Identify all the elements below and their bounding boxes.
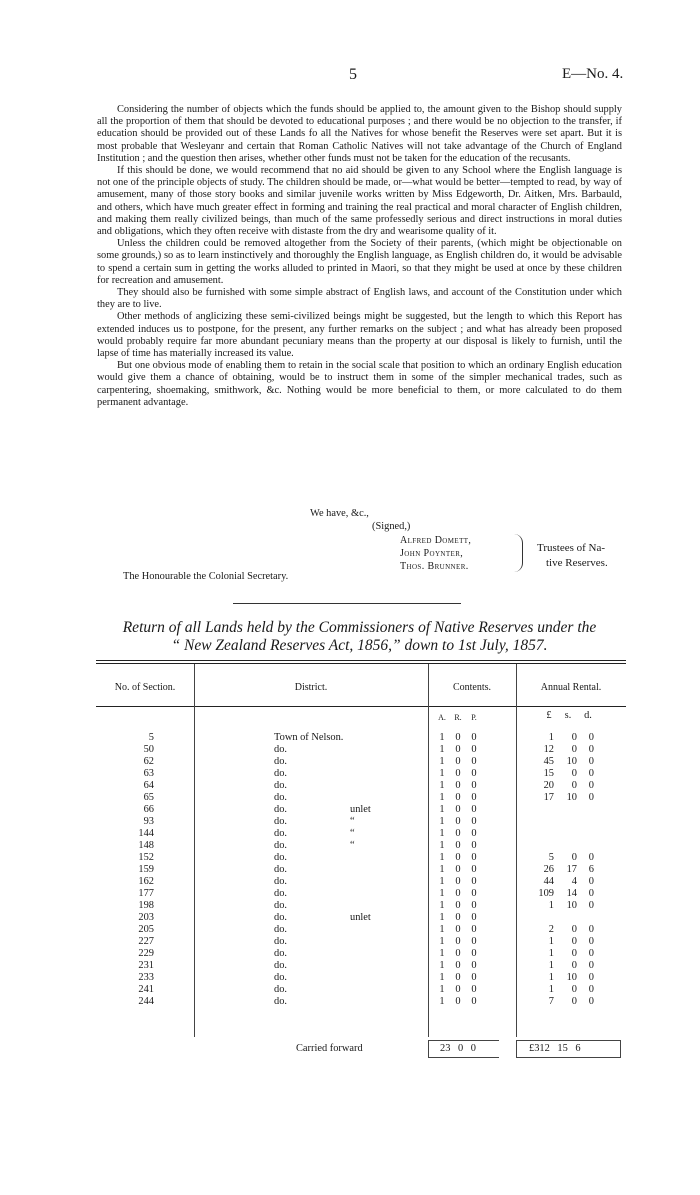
cell-district: do.	[274, 936, 287, 947]
paragraph: If this should be done, we would recommend that no aid should be given to any School where the English language is not one of the principle objects of study. The children should be made, or—what would be better—tempted to read, by way of amusement, many of those story books and similar juvenile works written by Miss Edgeworth, Dr. Aitken, Mrs. Barbauld, and others, which have much greater effect in forming and training the real practical and moral character of English children, and making them really civilized beings, than much of the same professedly serious and direct instructions in moral duties and obligations, which they often receive with distaste from the dry and wearisome quality of it.	[97, 165, 622, 238]
cell-pounds: 45	[543, 756, 554, 767]
closing-phrase: We have, &c.,	[310, 508, 369, 519]
cell-shillings: 0	[571, 936, 577, 947]
cell-perches: 0	[471, 864, 477, 875]
cell-pounds: 44	[543, 876, 554, 887]
cell-acres: 1	[439, 840, 445, 851]
cell-roods: 0	[455, 756, 461, 767]
cell-pence: 0	[588, 792, 594, 803]
cell-section: 65	[143, 792, 154, 803]
table-row	[96, 936, 626, 948]
cell-perches: 0	[471, 792, 477, 803]
table-rule	[96, 663, 626, 664]
cell-pence: 6	[588, 864, 594, 875]
cell-shillings: 10	[566, 900, 577, 911]
cell-district: do.	[274, 972, 287, 983]
cell-section: 152	[138, 852, 154, 863]
cell-acres: 1	[439, 816, 445, 827]
return-title-line: Return of all Lands held by the Commissioners of Native Reserves under the	[122, 619, 597, 636]
document-reference: E—No. 4.	[562, 66, 624, 82]
cell-pence: 0	[588, 876, 594, 887]
cell-section: 205	[138, 924, 154, 935]
cell-roods: 0	[455, 972, 461, 983]
unit-roods: R.	[454, 713, 462, 722]
cell-perches: 0	[471, 852, 477, 863]
cell-section: 5	[148, 732, 154, 743]
cell-pence: 0	[588, 972, 594, 983]
cell-perches: 0	[471, 780, 477, 791]
cell-roods: 0	[455, 876, 461, 887]
cell-acres: 1	[439, 972, 445, 983]
cell-perches: 0	[471, 912, 477, 923]
cell-pounds: 109	[538, 888, 554, 899]
table-row	[96, 924, 626, 936]
table-row	[96, 768, 626, 780]
cell-perches: 0	[471, 972, 477, 983]
cell-acres: 1	[439, 828, 445, 839]
signed-note: (Signed,)	[372, 521, 411, 532]
table-row	[96, 732, 626, 744]
cell-perches: 0	[471, 900, 477, 911]
cell-roods: 0	[455, 960, 461, 971]
cell-pounds: 17	[543, 792, 554, 803]
cell-status: “	[350, 816, 355, 827]
cell-perches: 0	[471, 996, 477, 1007]
table-row	[96, 828, 626, 840]
cell-shillings: 0	[571, 732, 577, 743]
cell-pounds: 12	[543, 744, 554, 755]
cell-pence: 0	[588, 936, 594, 947]
table-row	[96, 972, 626, 984]
cell-pence: 0	[588, 768, 594, 779]
cell-acres: 1	[439, 768, 445, 779]
cell-shillings: 17	[566, 864, 577, 875]
cell-status: “	[350, 840, 355, 851]
table-row	[96, 900, 626, 912]
cell-shillings: 0	[571, 744, 577, 755]
cell-district: do.	[274, 744, 287, 755]
header-rental: Annual Rental.	[540, 682, 602, 693]
cell-acres: 1	[439, 792, 445, 803]
unit-shillings: s.	[564, 710, 572, 721]
cell-acres: 1	[439, 864, 445, 875]
report-body	[97, 104, 622, 409]
cell-acres: 1	[439, 936, 445, 947]
cell-shillings: 10	[566, 756, 577, 767]
cell-perches: 0	[471, 816, 477, 827]
cell-section: 241	[138, 984, 154, 995]
cell-pounds: 1	[548, 936, 554, 947]
cell-roods: 0	[455, 948, 461, 959]
cell-district: do.	[274, 792, 287, 803]
page-number: 5	[349, 66, 357, 83]
cell-acres: 1	[439, 804, 445, 815]
cell-roods: 0	[455, 996, 461, 1007]
cell-pounds: 1	[548, 948, 554, 959]
cell-perches: 0	[471, 984, 477, 995]
cell-shillings: 0	[571, 768, 577, 779]
paragraph: Considering the number of objects which the funds should be applied to, the amount given to the Bishop should supply all the proportion of them that should be devoted to educational purposes ; and there would be no objection to the transfer, if education should be provided out of these Lands fo all the Natives for whose benefit the Reserves were set apart. But it is most probable that Wesleyanr and certain that Roman Catholic Natives will not take advantage of the Church of England Institution ; and the question then arises, whether other funds must not be taken for the education of the recusants.	[97, 104, 622, 164]
cell-section: 233	[138, 972, 154, 983]
paragraph: Other methods of anglicizing these semi-civilized beings might be suggested, but the length to which this Report has extended induces us to postpone, for the present, any further remarks on the subject ; and what has already been proposed would probably require far more abundant pecuniary means than the property at our disposal is likely to furnish, until the lapse of time has materially increased its value.	[97, 311, 622, 360]
unit-perches: P.	[471, 713, 477, 722]
cell-section: 244	[138, 996, 154, 1007]
table-row	[96, 960, 626, 972]
cell-shillings: 0	[571, 852, 577, 863]
cell-acres: 1	[439, 924, 445, 935]
table-row	[96, 852, 626, 864]
cell-pounds: 1	[548, 960, 554, 971]
cell-pounds: 15	[543, 768, 554, 779]
cell-acres: 1	[439, 900, 445, 911]
table-row	[96, 996, 626, 1008]
cell-status: “	[350, 828, 355, 839]
cell-pence: 0	[588, 900, 594, 911]
cell-roods: 0	[455, 744, 461, 755]
cell-district: do.	[274, 984, 287, 995]
cell-acres: 1	[439, 960, 445, 971]
signatories	[400, 534, 471, 573]
unit-acres: A.	[438, 713, 446, 722]
cell-acres: 1	[439, 948, 445, 959]
cell-section: 159	[138, 864, 154, 875]
cell-pounds: 1	[548, 984, 554, 995]
cell-section: 93	[143, 816, 154, 827]
cell-pence: 0	[588, 744, 594, 755]
cell-roods: 0	[455, 984, 461, 995]
cell-perches: 0	[471, 840, 477, 851]
table-row	[96, 816, 626, 828]
cell-pence: 0	[588, 780, 594, 791]
cell-section: 162	[138, 876, 154, 887]
table-rule	[96, 660, 626, 661]
cell-pounds: 1	[548, 900, 554, 911]
header-section: No. of Section.	[114, 682, 176, 693]
cell-section: 148	[138, 840, 154, 851]
cell-roods: 0	[455, 852, 461, 863]
cell-roods: 0	[455, 936, 461, 947]
cell-acres: 1	[439, 876, 445, 887]
cell-section: 50	[143, 744, 154, 755]
cell-district: do.	[274, 924, 287, 935]
cell-status: unlet	[350, 804, 371, 815]
cell-section: 64	[143, 780, 154, 791]
table-row	[96, 744, 626, 756]
cell-pence: 0	[588, 996, 594, 1007]
cell-roods: 0	[455, 828, 461, 839]
cell-shillings: 0	[571, 948, 577, 959]
cell-acres: 1	[439, 852, 445, 863]
cell-shillings: 0	[571, 780, 577, 791]
cell-pounds: 7	[548, 996, 554, 1007]
cell-perches: 0	[471, 888, 477, 899]
cell-roods: 0	[455, 804, 461, 815]
cell-perches: 0	[471, 768, 477, 779]
cell-acres: 1	[439, 984, 445, 995]
cell-perches: 0	[471, 804, 477, 815]
cell-pounds: 20	[543, 780, 554, 791]
table-row	[96, 780, 626, 792]
carried-forward-contents: 23 0 0	[440, 1043, 476, 1054]
carried-forward-rental: £312 15 6	[529, 1043, 581, 1054]
cell-pence: 0	[588, 888, 594, 899]
cell-shillings: 0	[571, 960, 577, 971]
cell-perches: 0	[471, 732, 477, 743]
signatory-name: Alfred Domett,	[400, 535, 472, 546]
cell-district: Town of Nelson.	[274, 732, 344, 743]
cell-roods: 0	[455, 888, 461, 899]
header-district: District.	[294, 682, 328, 693]
cell-pence: 0	[588, 960, 594, 971]
cell-shillings: 0	[571, 984, 577, 995]
cell-roods: 0	[455, 924, 461, 935]
paragraph: They should also be furnished with some simple abstract of English laws, and account of the Constitution under which they are to live.	[97, 287, 622, 311]
cell-pence: 0	[588, 984, 594, 995]
cell-section: 231	[138, 960, 154, 971]
carried-forward-label: Carried forward	[296, 1043, 363, 1054]
cell-pence: 0	[588, 756, 594, 767]
cell-district: do.	[274, 780, 287, 791]
unit-pence: d.	[584, 710, 592, 721]
unit-pounds: £	[546, 710, 552, 721]
cell-acres: 1	[439, 888, 445, 899]
cell-perches: 0	[471, 948, 477, 959]
cell-shillings: 10	[566, 792, 577, 803]
cell-district: do.	[274, 960, 287, 971]
cell-section: 229	[138, 948, 154, 959]
role-line: tive Reserves.	[546, 557, 608, 569]
cell-shillings: 14	[566, 888, 577, 899]
paragraph: But one obvious mode of enabling them to retain in the social scale that position to which an ordinary English education would give them a chance of obtaining, would be to instruct them in some of the simpler mechanical trades, such as carpentering, shoemaking, smithwork, &c. Nothing would be more beneficial to them, or more calculated to do them permanent advantage.	[97, 360, 622, 408]
cell-perches: 0	[471, 924, 477, 935]
cell-district: do.	[274, 948, 287, 959]
cell-district: do.	[274, 768, 287, 779]
cell-district: do.	[274, 756, 287, 767]
recipient: The Honourable the Colonial Secretary.	[123, 571, 289, 582]
cell-roods: 0	[455, 900, 461, 911]
cell-pence: 0	[588, 732, 594, 743]
cell-acres: 1	[439, 756, 445, 767]
cell-district: do.	[274, 840, 287, 851]
table-row	[96, 888, 626, 900]
cell-roods: 0	[455, 732, 461, 743]
cell-status: unlet	[350, 912, 371, 923]
cell-district: do.	[274, 996, 287, 1007]
cell-acres: 1	[439, 744, 445, 755]
cell-district: do.	[274, 888, 287, 899]
cell-section: 62	[143, 756, 154, 767]
cell-pounds: 26	[543, 864, 554, 875]
cell-acres: 1	[439, 912, 445, 923]
lands-table	[96, 660, 626, 1060]
table-row	[96, 804, 626, 816]
section-divider	[233, 603, 461, 604]
signatory-name: Thos. Brunner.	[400, 561, 469, 572]
cell-perches: 0	[471, 960, 477, 971]
cell-pence: 0	[588, 852, 594, 863]
return-title	[97, 619, 622, 655]
table-row	[96, 912, 626, 924]
table-row	[96, 756, 626, 768]
table-row	[96, 984, 626, 996]
cell-district: do.	[274, 852, 287, 863]
cell-district: do.	[274, 816, 287, 827]
cell-acres: 1	[439, 996, 445, 1007]
table-row	[96, 792, 626, 804]
cell-perches: 0	[471, 828, 477, 839]
cell-section: 66	[143, 804, 154, 815]
cell-pounds: 5	[548, 852, 554, 863]
cell-pounds: 1	[548, 732, 554, 743]
cell-perches: 0	[471, 876, 477, 887]
cell-section: 203	[138, 912, 154, 923]
cell-section: 63	[143, 768, 154, 779]
cell-district: do.	[274, 876, 287, 887]
cell-roods: 0	[455, 780, 461, 791]
cell-perches: 0	[471, 744, 477, 755]
return-title-line: “ New Zealand Reserves Act, 1856,” down to 1st July, 1857.	[171, 637, 548, 654]
signature-brace	[514, 534, 523, 572]
cell-shillings: 0	[571, 996, 577, 1007]
cell-pence: 0	[588, 924, 594, 935]
paragraph: Unless the children could be removed altogether from the Society of their parents, (which might be objectionable on some grounds,) so as to learn instinctively and thoroughly the English language, as English children do, it would be advisable to spend a certain sum in getting the works alluded to printed in Maori, so that they might be used at once by these children for recreation and amusement.	[97, 238, 622, 286]
table-row	[96, 840, 626, 852]
role-line: Trustees of Na-	[537, 542, 606, 554]
cell-section: 144	[138, 828, 154, 839]
cell-roods: 0	[455, 864, 461, 875]
table-row	[96, 876, 626, 888]
cell-pounds: 2	[548, 924, 554, 935]
signatory-name: John Poynter,	[400, 548, 464, 559]
cell-section: 177	[138, 888, 154, 899]
header-rule	[96, 706, 626, 707]
cell-shillings: 0	[571, 924, 577, 935]
cell-section: 227	[138, 936, 154, 947]
cell-section: 198	[138, 900, 154, 911]
cell-district: do.	[274, 828, 287, 839]
cell-roods: 0	[455, 792, 461, 803]
table-row	[96, 864, 626, 876]
cell-perches: 0	[471, 756, 477, 767]
cell-roods: 0	[455, 912, 461, 923]
cell-pence: 0	[588, 948, 594, 959]
cell-roods: 0	[455, 768, 461, 779]
header-contents: Contents.	[452, 682, 492, 693]
cell-pounds: 1	[548, 972, 554, 983]
cell-district: do.	[274, 900, 287, 911]
cell-roods: 0	[455, 840, 461, 851]
cell-perches: 0	[471, 936, 477, 947]
table-row	[96, 948, 626, 960]
signatory-role	[537, 541, 608, 571]
cell-acres: 1	[439, 780, 445, 791]
cell-roods: 0	[455, 816, 461, 827]
cell-district: do.	[274, 864, 287, 875]
cell-shillings: 4	[571, 876, 577, 887]
cell-district: do.	[274, 912, 287, 923]
page-header	[0, 66, 700, 86]
cell-shillings: 10	[566, 972, 577, 983]
cell-acres: 1	[439, 732, 445, 743]
cell-district: do.	[274, 804, 287, 815]
